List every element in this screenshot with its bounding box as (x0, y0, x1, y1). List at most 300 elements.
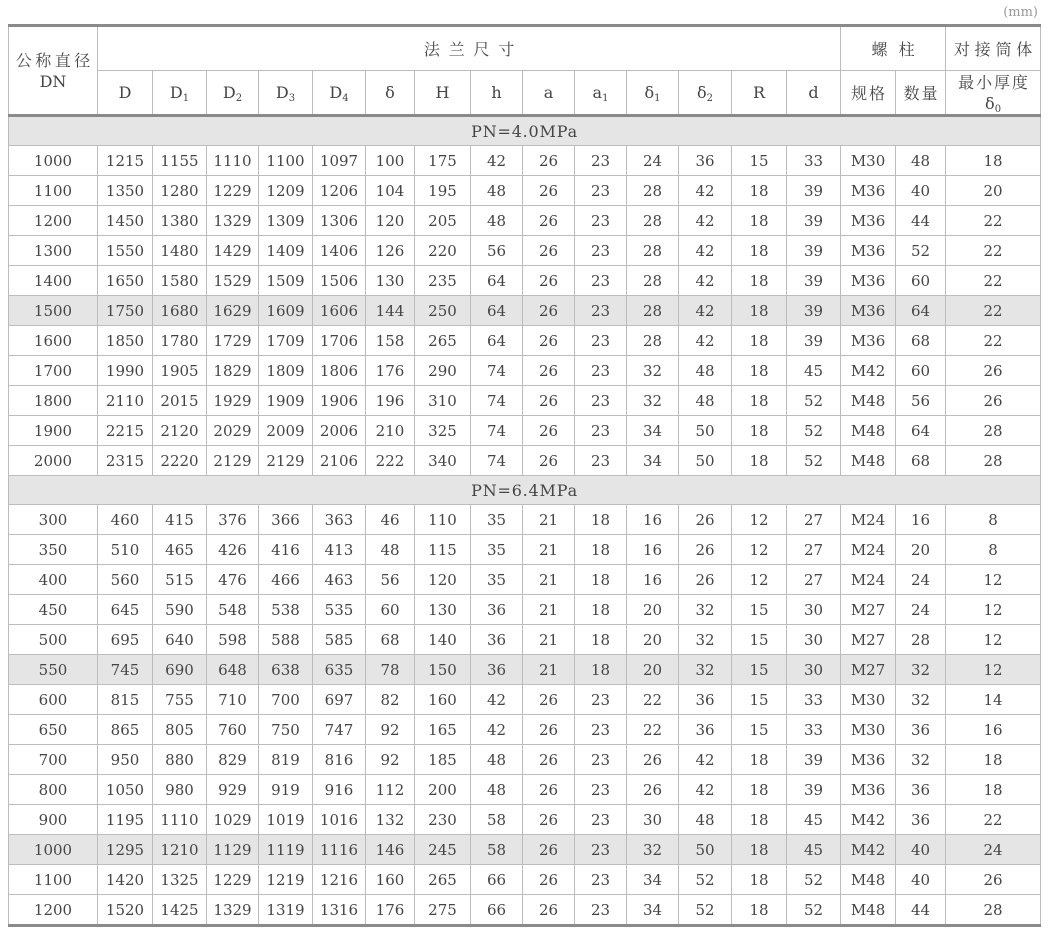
value-cell: 22 (946, 206, 1041, 236)
value-cell: 12 (732, 535, 787, 565)
dn-cell: 2000 (9, 446, 98, 476)
value-cell: 12 (732, 565, 787, 595)
value-cell: 23 (575, 356, 627, 386)
section-title: PN=4.0MPa (9, 116, 1041, 146)
value-cell: 26 (523, 386, 575, 416)
value-cell: 538 (259, 595, 313, 625)
value-cell: 1809 (259, 356, 313, 386)
value-cell: 112 (366, 775, 415, 805)
value-cell: 26 (523, 865, 575, 895)
value-cell: M36 (841, 775, 896, 805)
table-row (9, 685, 1041, 715)
value-cell: 1829 (207, 356, 259, 386)
value-cell: 120 (366, 206, 415, 236)
value-cell: 1706 (313, 326, 366, 356)
value-cell: 18 (732, 446, 787, 476)
value-cell: 132 (366, 805, 415, 835)
col-header-delta2: $\delta_2$ (679, 71, 732, 116)
col-header-d2: $D_2$ (207, 71, 259, 116)
value-cell: M42 (841, 835, 896, 865)
value-cell: 18 (732, 745, 787, 775)
value-cell: 1195 (98, 805, 153, 835)
value-cell: 12 (946, 625, 1041, 655)
value-cell: 16 (627, 535, 679, 565)
value-cell: 645 (98, 595, 153, 625)
value-cell: 1409 (259, 236, 313, 266)
value-cell: 18 (946, 146, 1041, 176)
value-cell: 48 (679, 356, 732, 386)
value-cell: 1319 (259, 895, 313, 926)
value-cell: 52 (787, 895, 841, 926)
value-cell: 1100 (259, 146, 313, 176)
value-cell: 58 (471, 835, 523, 865)
value-cell: 22 (946, 236, 1041, 266)
value-cell: 560 (98, 565, 153, 595)
value-cell: 2215 (98, 416, 153, 446)
value-cell: 18 (732, 356, 787, 386)
value-cell: 64 (471, 266, 523, 296)
value-cell: 8 (946, 535, 1041, 565)
value-cell: 15 (732, 685, 787, 715)
value-cell: 1329 (207, 206, 259, 236)
table-row (9, 895, 1041, 926)
value-cell: 275 (415, 895, 471, 926)
value-cell: 26 (679, 535, 732, 565)
value-cell: 74 (471, 386, 523, 416)
value-cell: 1206 (313, 176, 366, 206)
value-cell: 2009 (259, 416, 313, 446)
table-row (9, 775, 1041, 805)
table-row (9, 416, 1041, 446)
value-cell: 16 (946, 715, 1041, 745)
value-cell: 42 (679, 176, 732, 206)
value-cell: 310 (415, 386, 471, 416)
value-cell: 34 (627, 416, 679, 446)
col-header-delta: δ (366, 71, 415, 116)
value-cell: 165 (415, 715, 471, 745)
col-header-d1: $D_1$ (153, 71, 207, 116)
value-cell: 39 (787, 236, 841, 266)
value-cell: 52 (787, 446, 841, 476)
value-cell: 1420 (98, 865, 153, 895)
value-cell: 36 (896, 775, 946, 805)
value-cell: 14 (946, 685, 1041, 715)
value-cell: 18 (732, 835, 787, 865)
value-cell: 32 (896, 685, 946, 715)
value-cell: M36 (841, 206, 896, 236)
value-cell: 30 (627, 805, 679, 835)
value-cell: 510 (98, 535, 153, 565)
table-header (9, 26, 1041, 116)
value-cell: 1280 (153, 176, 207, 206)
value-cell: 100 (366, 146, 415, 176)
value-cell: 36 (679, 146, 732, 176)
value-cell: 325 (415, 416, 471, 446)
value-cell: 34 (627, 446, 679, 476)
value-cell: 52 (787, 865, 841, 895)
value-cell: 26 (523, 685, 575, 715)
value-cell: 34 (627, 865, 679, 895)
value-cell: 24 (896, 565, 946, 595)
value-cell: 30 (787, 625, 841, 655)
value-cell: 22 (946, 296, 1041, 326)
value-cell: 21 (523, 625, 575, 655)
value-cell: 8 (946, 505, 1041, 535)
table-row (9, 805, 1041, 835)
value-cell: 690 (153, 655, 207, 685)
value-cell: 1929 (207, 386, 259, 416)
value-cell: 52 (896, 236, 946, 266)
value-cell: 18 (732, 266, 787, 296)
value-cell: 880 (153, 745, 207, 775)
dn-cell: 1800 (9, 386, 98, 416)
value-cell: 146 (366, 835, 415, 865)
value-cell: 22 (946, 326, 1041, 356)
section-header-row (9, 116, 1041, 146)
value-cell: 15 (732, 655, 787, 685)
value-cell: 829 (207, 745, 259, 775)
value-cell: 2006 (313, 416, 366, 446)
col-header-min-thickness: 最小厚度 $\delta_0$ (946, 71, 1041, 116)
value-cell: 26 (523, 236, 575, 266)
value-cell: 2106 (313, 446, 366, 476)
value-cell: 23 (575, 236, 627, 266)
value-cell: 1606 (313, 296, 366, 326)
value-cell: 92 (366, 715, 415, 745)
value-cell: 465 (153, 535, 207, 565)
value-cell: 1906 (313, 386, 366, 416)
value-cell: 26 (523, 805, 575, 835)
value-cell: 23 (575, 416, 627, 446)
value-cell: 1016 (313, 805, 366, 835)
value-cell: 66 (471, 865, 523, 895)
value-cell: 39 (787, 775, 841, 805)
value-cell: 26 (523, 745, 575, 775)
value-cell: 640 (153, 625, 207, 655)
value-cell: 32 (896, 745, 946, 775)
dn-cell: 450 (9, 595, 98, 625)
value-cell: 45 (787, 356, 841, 386)
value-cell: 130 (415, 595, 471, 625)
value-cell: 1215 (98, 146, 153, 176)
value-cell: 22 (627, 685, 679, 715)
value-cell: 42 (679, 236, 732, 266)
value-cell: 18 (732, 206, 787, 236)
value-cell: 26 (946, 865, 1041, 895)
dn-cell: 700 (9, 745, 98, 775)
value-cell: 26 (523, 296, 575, 326)
col-header-a1: $a_1$ (575, 71, 627, 116)
value-cell: 48 (679, 805, 732, 835)
value-cell: 42 (679, 326, 732, 356)
value-cell: 23 (575, 146, 627, 176)
value-cell: 68 (896, 326, 946, 356)
value-cell: 1155 (153, 146, 207, 176)
value-cell: 36 (896, 715, 946, 745)
dn-cell: 1100 (9, 865, 98, 895)
value-cell: 1429 (207, 236, 259, 266)
value-cell: 200 (415, 775, 471, 805)
value-cell: 42 (679, 266, 732, 296)
value-cell: 18 (732, 296, 787, 326)
value-cell: 2029 (207, 416, 259, 446)
table-row (9, 236, 1041, 266)
value-cell: 2015 (153, 386, 207, 416)
value-cell: 36 (679, 715, 732, 745)
value-cell: 18 (732, 775, 787, 805)
value-cell: 23 (575, 745, 627, 775)
value-cell: 535 (313, 595, 366, 625)
value-cell: 1650 (98, 266, 153, 296)
value-cell: 24 (896, 595, 946, 625)
value-cell: 24 (946, 835, 1041, 865)
value-cell: 23 (575, 715, 627, 745)
value-cell: 12 (946, 655, 1041, 685)
value-cell: 363 (313, 505, 366, 535)
value-cell: 28 (627, 296, 679, 326)
value-cell: 126 (366, 236, 415, 266)
value-cell: 22 (627, 715, 679, 745)
table-body (9, 116, 1041, 926)
dn-cell: 350 (9, 535, 98, 565)
value-cell: 23 (575, 895, 627, 926)
value-cell: 32 (627, 835, 679, 865)
value-cell: 1229 (207, 865, 259, 895)
table-row (9, 446, 1041, 476)
value-cell: 18 (575, 535, 627, 565)
value-cell: 78 (366, 655, 415, 685)
dn-cell: 1000 (9, 835, 98, 865)
value-cell: 26 (679, 565, 732, 595)
value-cell: 23 (575, 865, 627, 895)
dn-cell: 1900 (9, 416, 98, 446)
value-cell: 697 (313, 685, 366, 715)
value-cell: 39 (787, 326, 841, 356)
value-cell: 40 (896, 176, 946, 206)
value-cell: 160 (415, 685, 471, 715)
value-cell: 12 (946, 565, 1041, 595)
value-cell: 42 (679, 296, 732, 326)
value-cell: 366 (259, 505, 313, 535)
value-cell: 18 (732, 416, 787, 446)
value-cell: 235 (415, 266, 471, 296)
value-cell: 175 (415, 146, 471, 176)
col-header-d4: $D_4$ (313, 71, 366, 116)
value-cell: 1520 (98, 895, 153, 926)
value-cell: 32 (896, 655, 946, 685)
value-cell: 23 (575, 685, 627, 715)
value-cell: 23 (575, 386, 627, 416)
value-cell: 1629 (207, 296, 259, 326)
value-cell: 1506 (313, 266, 366, 296)
value-cell: 18 (732, 386, 787, 416)
value-cell: M48 (841, 895, 896, 926)
value-cell: 36 (471, 595, 523, 625)
dn-cell: 1400 (9, 266, 98, 296)
value-cell: M36 (841, 745, 896, 775)
value-cell: 50 (679, 446, 732, 476)
value-cell: 865 (98, 715, 153, 745)
value-cell: 26 (523, 326, 575, 356)
value-cell: 140 (415, 625, 471, 655)
value-cell: 15 (732, 625, 787, 655)
value-cell: 1216 (313, 865, 366, 895)
value-cell: 60 (896, 356, 946, 386)
value-cell: 48 (471, 206, 523, 236)
dn-cell: 1200 (9, 206, 98, 236)
value-cell: 18 (946, 775, 1041, 805)
value-cell: 463 (313, 565, 366, 595)
value-cell: 56 (471, 236, 523, 266)
value-cell: 48 (471, 176, 523, 206)
value-cell: 27 (787, 505, 841, 535)
value-cell: 28 (627, 236, 679, 266)
value-cell: 265 (415, 326, 471, 356)
dn-cell: 1100 (9, 176, 98, 206)
value-cell: 74 (471, 416, 523, 446)
col-header-r-cap: R (732, 71, 787, 116)
value-cell: 23 (575, 446, 627, 476)
value-cell: 23 (575, 326, 627, 356)
value-cell: 12 (732, 505, 787, 535)
value-cell: 1119 (259, 835, 313, 865)
value-cell: 222 (366, 446, 415, 476)
value-cell: 638 (259, 655, 313, 685)
value-cell: 1325 (153, 865, 207, 895)
table-row (9, 535, 1041, 565)
value-cell: 950 (98, 745, 153, 775)
value-cell: 18 (732, 865, 787, 895)
col-header-h-cap: H (415, 71, 471, 116)
value-cell: 210 (366, 416, 415, 446)
value-cell: 1609 (259, 296, 313, 326)
value-cell: 230 (415, 805, 471, 835)
value-cell: 144 (366, 296, 415, 326)
value-cell: 1509 (259, 266, 313, 296)
value-cell: 1029 (207, 805, 259, 835)
value-cell: 1097 (313, 146, 366, 176)
value-cell: 376 (207, 505, 259, 535)
value-cell: 28 (946, 895, 1041, 926)
value-cell: 23 (575, 266, 627, 296)
value-cell: 52 (679, 865, 732, 895)
value-cell: 39 (787, 206, 841, 236)
value-cell: 1116 (313, 835, 366, 865)
value-cell: 2315 (98, 446, 153, 476)
value-cell: 52 (679, 895, 732, 926)
value-cell: M24 (841, 505, 896, 535)
value-cell: 176 (366, 895, 415, 926)
value-cell: M48 (841, 416, 896, 446)
value-cell: 1425 (153, 895, 207, 926)
value-cell: 205 (415, 206, 471, 236)
value-cell: 39 (787, 745, 841, 775)
value-cell: 815 (98, 685, 153, 715)
value-cell: 40 (896, 835, 946, 865)
dn-cell: 1200 (9, 895, 98, 926)
value-cell: 48 (679, 386, 732, 416)
value-cell: 56 (366, 565, 415, 595)
value-cell: 32 (627, 386, 679, 416)
value-cell: 44 (896, 895, 946, 926)
table-row (9, 505, 1041, 535)
value-cell: 36 (471, 655, 523, 685)
value-cell: 2129 (259, 446, 313, 476)
value-cell: 20 (627, 625, 679, 655)
value-cell: 1380 (153, 206, 207, 236)
value-cell: 816 (313, 745, 366, 775)
value-cell: 18 (946, 745, 1041, 775)
value-cell: 1295 (98, 835, 153, 865)
value-cell: 28 (896, 625, 946, 655)
value-cell: 26 (523, 446, 575, 476)
value-cell: 15 (732, 146, 787, 176)
col-header-stud-quantity: 数量 (896, 71, 946, 116)
value-cell: 20 (627, 655, 679, 685)
value-cell: 21 (523, 565, 575, 595)
value-cell: M48 (841, 446, 896, 476)
value-cell: 16 (896, 505, 946, 535)
dn-cell: 400 (9, 565, 98, 595)
value-cell: M27 (841, 655, 896, 685)
value-cell: M24 (841, 535, 896, 565)
value-cell: 195 (415, 176, 471, 206)
col-header-h: h (471, 71, 523, 116)
value-cell: 56 (896, 386, 946, 416)
value-cell: 805 (153, 715, 207, 745)
value-cell: 185 (415, 745, 471, 775)
value-cell: 48 (896, 146, 946, 176)
value-cell: 1050 (98, 775, 153, 805)
value-cell: 18 (575, 595, 627, 625)
table-row (9, 176, 1041, 206)
value-cell: 176 (366, 356, 415, 386)
value-cell: 250 (415, 296, 471, 326)
value-cell: 1729 (207, 326, 259, 356)
value-cell: 26 (679, 505, 732, 535)
value-cell: 515 (153, 565, 207, 595)
value-cell: 220 (415, 236, 471, 266)
value-cell: 48 (366, 535, 415, 565)
dn-cell: 550 (9, 655, 98, 685)
value-cell: 30 (787, 595, 841, 625)
value-cell: 26 (627, 745, 679, 775)
value-cell: 635 (313, 655, 366, 685)
value-cell: 50 (679, 416, 732, 446)
value-cell: 32 (627, 356, 679, 386)
value-cell: 23 (575, 296, 627, 326)
value-cell: 28 (627, 206, 679, 236)
dn-cell: 600 (9, 685, 98, 715)
dn-cell: 500 (9, 625, 98, 655)
col-header-d: d (787, 71, 841, 116)
value-cell: M36 (841, 236, 896, 266)
table-row (9, 595, 1041, 625)
table-row (9, 206, 1041, 236)
value-cell: 819 (259, 745, 313, 775)
value-cell: 32 (679, 655, 732, 685)
table-row (9, 835, 1041, 865)
value-cell: 26 (523, 895, 575, 926)
value-cell: 2110 (98, 386, 153, 416)
value-cell: 1750 (98, 296, 153, 326)
value-cell: 18 (575, 505, 627, 535)
value-cell: 45 (787, 805, 841, 835)
value-cell: 1990 (98, 356, 153, 386)
dn-cell: 1700 (9, 356, 98, 386)
value-cell: 196 (366, 386, 415, 416)
table-row (9, 266, 1041, 296)
